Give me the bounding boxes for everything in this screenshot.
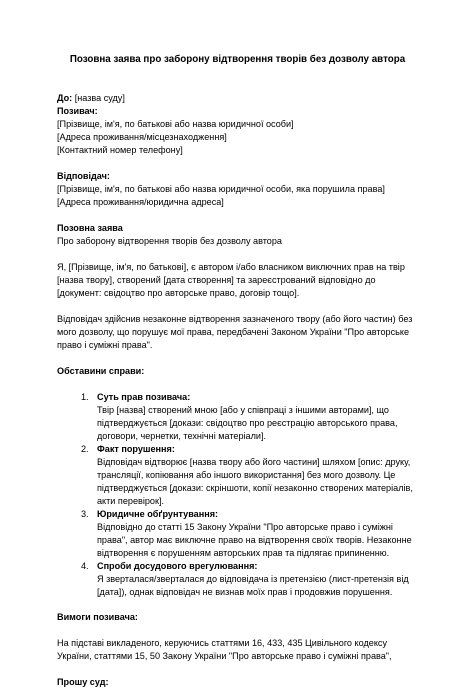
- circumstances-list: [57, 391, 418, 599]
- list-item: [69, 560, 418, 599]
- list-item-text: Відповідно до статті 15 Закону України "Про авторське право і суміжні права", автор має виключне право на відтворення своїх творів. Незаконне відтворення є порушенням авторських прав та підлягає припиненню.: [97, 522, 412, 558]
- list-item-number: 4.: [81, 561, 89, 571]
- claim-subject: Про заборону відтворення творів без дозволу автора: [57, 236, 282, 246]
- claim-heading: Позовна заява: [57, 223, 123, 233]
- plaintiff-phone: [Контактний номер телефону]: [57, 145, 183, 155]
- document-title: Позовна заява про заборону відтворення творів без дозволу автора: [69, 54, 406, 65]
- circumstances-heading: Обставини справи:: [57, 366, 145, 376]
- request-heading: Прошу суд:: [57, 677, 109, 687]
- defendant-heading: Відповідач:: [57, 171, 110, 181]
- demands-paragraph: На підставі викладеного, керуючись статтями 16, 433, 435 Цивільного кодексу України, статтями 15, 50 Закону України "Про авторське право і суміжні права",: [57, 638, 392, 661]
- list-item-text: Твір [назва] створений мною [або у співпраці з іншими авторами], що підтверджується [докази: свідоцтво про реєстрацію авторського права, договори, чернетки, технічні матеріали].: [97, 405, 398, 441]
- court-label: До:: [57, 93, 73, 103]
- list-item-text: Відповідач відтворює [назва твору або його частини] шляхом [опис: друку, трансляції, копіювання або іншого використання] без мого дозволу. Це підтверджується [докази: скріншоти, копії незаконно створених матеріалів, акти перевірок].: [97, 457, 413, 506]
- list-item: [69, 508, 418, 560]
- court-value: [назва суду]: [72, 93, 125, 103]
- violation-paragraph: Відповідач здійснив незаконне відтворення зазначеного твору (або його частин) без мого дозволу, що порушує мої права, передбачені Законом України "Про авторське право і суміжні права".: [57, 314, 413, 350]
- list-item: [69, 443, 418, 508]
- list-item-title: Юридичне обґрунтування:: [97, 509, 219, 519]
- claim-block: [57, 222, 418, 248]
- list-item-title: Суть прав позивача:: [97, 392, 191, 402]
- court-line: [57, 92, 418, 105]
- addressee-block: [57, 92, 418, 157]
- list-item-title: Факт порушення:: [97, 444, 175, 454]
- list-item-title: Спроби досудового врегулювання:: [97, 561, 258, 571]
- list-item-number: 2.: [81, 444, 89, 454]
- list-item-text: Я зверталася/зверталася до відповідача із претензією (лист-претензія від [дата]), однак відповідач не визнав моїх прав і продовжив порушення.: [97, 574, 409, 597]
- intro-paragraph: Я, [Прізвище, ім'я, по батькові], є автором і/або власником виключних прав на твір [назва твору], створений [дата створення] та зареєстрований відповідно до [документ: свідоцтво про авторське право, договір тощо].: [57, 262, 405, 298]
- defendant-name: [Прізвище, ім'я, по батькові або назва юридичної особи, яка порушила права]: [57, 184, 385, 194]
- demands-heading: Вимоги позивача:: [57, 612, 138, 622]
- list-item-number: 3.: [81, 509, 89, 519]
- list-item: [69, 391, 418, 443]
- plaintiff-name: [Прізвище, ім'я, по батькові або назва юридичної особи]: [57, 119, 294, 129]
- list-item-number: 1.: [81, 392, 89, 402]
- plaintiff-address: [Адреса проживання/місцезнаходження]: [57, 132, 227, 142]
- defendant-block: [57, 170, 418, 209]
- defendant-address: [Адреса проживання/юридична адреса]: [57, 197, 224, 207]
- plaintiff-heading: Позивач:: [57, 106, 98, 116]
